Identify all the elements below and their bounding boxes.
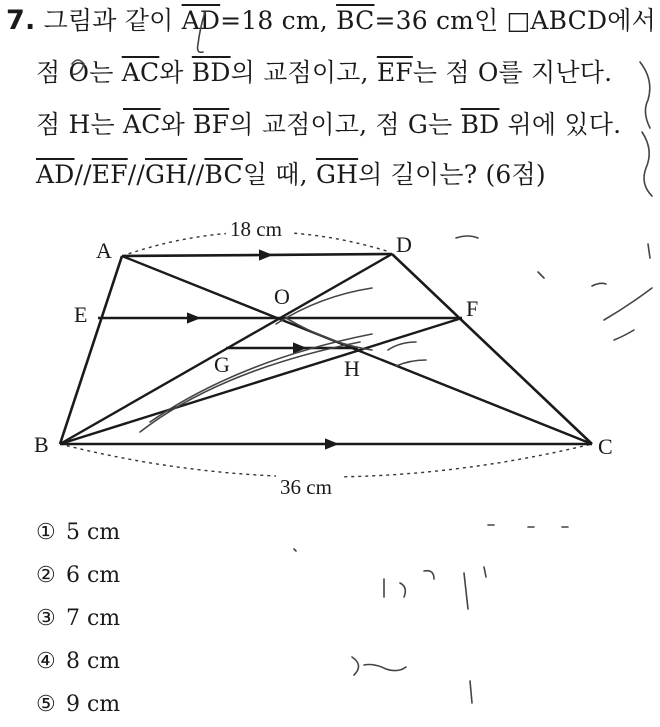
choice-mark: ① (36, 520, 56, 545)
pencil-scribble (364, 665, 406, 671)
pencil-scribble (72, 60, 84, 74)
text: 는 점 O를 지난다. (412, 58, 613, 87)
segment-ac: $\overline{AC}$ (123, 110, 161, 139)
pencil-scribble (470, 681, 472, 703)
text: 일 때, (242, 160, 316, 189)
pencil-scribble (640, 62, 650, 128)
point-label-c: C (598, 434, 613, 459)
bottom-length-label: 36 cm (280, 475, 332, 499)
pencil-scribble (140, 342, 360, 432)
point-label-b: B (34, 432, 49, 457)
choice-text: 5 cm (66, 520, 121, 545)
pencil-scribble (456, 236, 478, 238)
segment-dc-line (392, 254, 592, 444)
text: =18 cm, (220, 6, 337, 35)
point-label-e: E (74, 302, 88, 327)
point-label-f: F (466, 296, 479, 321)
segment-bd: $\overline{BD}$ (460, 110, 500, 139)
text: =36 cm인 □ABCD에서 (374, 6, 656, 35)
pencil-scribble (396, 360, 426, 366)
choice-text: 9 cm (66, 692, 121, 717)
segment-bf: $\overline{BF}$ (193, 110, 230, 139)
segment-bc: $\overline{BC}$ (204, 160, 243, 189)
segment-gh: $\overline{GH}$ (145, 160, 188, 189)
pencil-scribble (614, 330, 634, 340)
segment-ad: $\overline{AD}$ (181, 6, 221, 35)
pencil-scribble (592, 283, 606, 286)
pencil-scribble (388, 342, 416, 350)
choice-mark: ⑤ (36, 692, 56, 717)
parallel-sign: // (74, 160, 92, 189)
parallel-sign: // (127, 160, 145, 189)
segment-ac: $\overline{AC}$ (121, 58, 160, 87)
pencil-scribble (484, 567, 486, 577)
top-length-label: 18 cm (230, 217, 282, 241)
segment-bd: $\overline{BD}$ (191, 58, 231, 87)
text: 의 교점이고, (230, 58, 377, 87)
pencil-scribble (352, 657, 359, 675)
segment-ef: $\overline{EF}$ (376, 58, 413, 87)
question-number: 7. (6, 5, 36, 36)
pencil-scribble (642, 132, 652, 196)
choice-mark: ④ (36, 649, 56, 674)
choice-text: 6 cm (66, 563, 121, 588)
bottom-dimension-arc (60, 444, 592, 477)
text: 의 길이는? (6점) (358, 160, 546, 189)
text: 와 (160, 110, 194, 139)
pencil-marks (0, 487, 660, 727)
text: 점 O는 (36, 58, 122, 87)
segment-bc: $\overline{BC}$ (336, 6, 375, 35)
parallel-sign: // (187, 160, 205, 189)
pencil-scribble (538, 272, 544, 278)
text: 의 교점이고, 점 G는 (229, 110, 461, 139)
point-label-o: O (274, 284, 290, 309)
text: 와 (159, 58, 192, 87)
trapezoid-diagram (0, 200, 660, 500)
point-label-a: A (96, 238, 112, 263)
segment-gh: $\overline{GH}$ (315, 160, 359, 189)
pencil-scribble (648, 244, 650, 258)
pencil-marks (0, 0, 660, 200)
pencil-scribble (464, 573, 468, 609)
segment-ef: $\overline{EF}$ (91, 160, 128, 189)
segment-ab-line (60, 256, 122, 444)
pencil-scribble (424, 571, 434, 579)
pencil-scribble (400, 583, 405, 597)
pencil-scribble (294, 549, 296, 551)
choice-text: 7 cm (66, 606, 121, 631)
text: 점 H는 (36, 110, 123, 139)
segment-bf-line (60, 318, 462, 444)
point-label-g: G (214, 352, 230, 377)
pencil-scribble (198, 12, 205, 52)
pencil-scribble (286, 318, 372, 350)
point-label-d: D (396, 232, 412, 257)
point-label-h: H (344, 356, 360, 381)
choice-mark: ③ (36, 606, 56, 631)
segment-ad: $\overline{AD}$ (36, 160, 75, 189)
text: 위에 있다. (499, 110, 622, 139)
choice-text: 8 cm (66, 649, 121, 674)
text: 그림과 같이 (43, 6, 182, 35)
choice-mark: ② (36, 563, 56, 588)
pencil-scribble (604, 288, 652, 320)
